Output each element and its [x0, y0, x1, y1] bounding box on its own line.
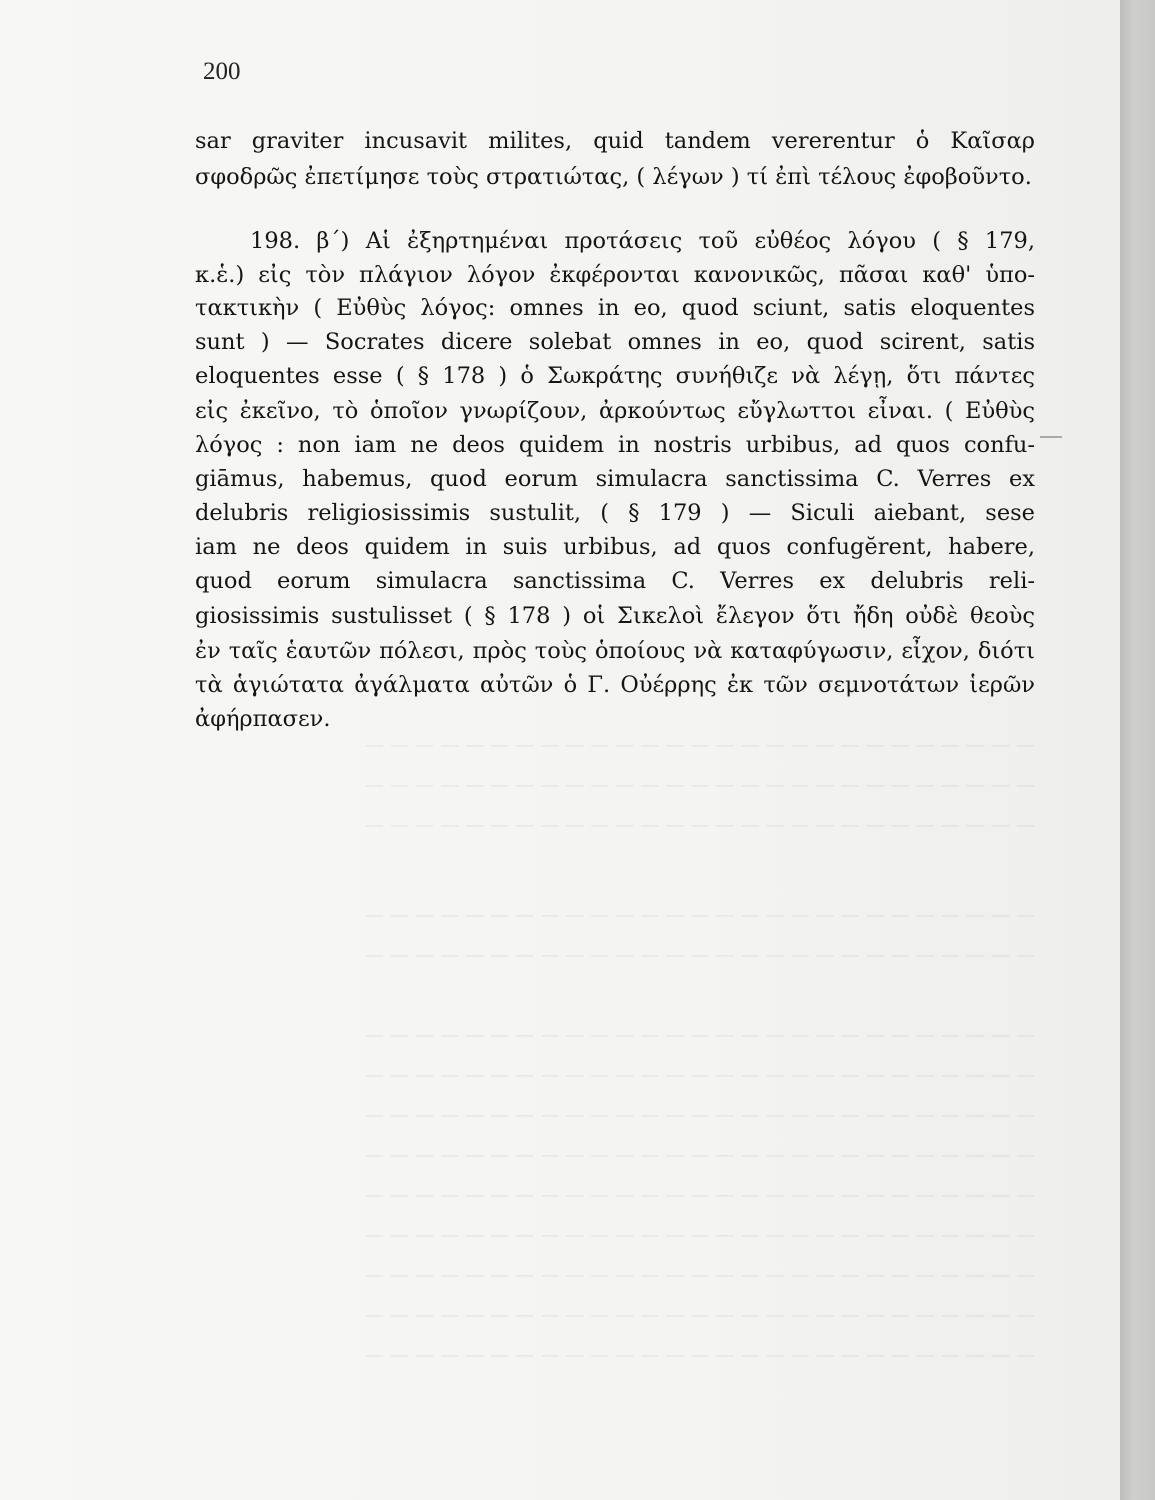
- text-line: sar graviter incusavit milites, quid tandem vererentur ὁ Καῖσαρ: [195, 128, 1035, 154]
- text-line: giosissimis sustulisset ( § 178 ) οἱ Σικελοὶ ἔλεγον ὅτι ἤδη οὐδὲ θεοὺς: [195, 603, 1035, 629]
- margin-dash-mark: [1040, 436, 1062, 438]
- text-line: ἐν ταῖς ἑαυτῶν πόλεσι, πρὸς τοὺς ὁποίους νὰ καταφύγωσιν, εἶχον, διότι: [195, 638, 1035, 664]
- text-line: ἀφήρπασεν.: [195, 706, 331, 732]
- adjacent-page-edge: [1120, 0, 1155, 1500]
- text-line: eloquentes esse ( § 178 ) ὁ Σωκράτης συνήθιζε νὰ λέγῃ, ὅτι πάντες: [195, 363, 1035, 389]
- text-line: κ.ἑ.) εἰς τὸν πλάγιον λόγον ἐκφέρονται κανονικῶς, πᾶσαι καθ' ὑπο-: [195, 262, 1035, 288]
- text-line: τακτικὴν ( Εὐθὺς λόγος: omnes in eo, quod sciunt, satis eloquentes: [195, 295, 1035, 321]
- text-line: quod eorum simulacra sanctissima C. Verres ex delubris reli-: [195, 568, 1035, 594]
- text-line: 198. β΄) Αἱ ἐξηρτημέναι προτάσεις τοῦ εὐθέος λόγου ( § 179,: [250, 228, 1035, 254]
- page-number: 200: [203, 58, 241, 85]
- text-line: σφοδρῶς ἐπετίμησε τοὺς στρατιώτας, ( λέγων ) τί ἐπὶ τέλους ἐφοβοῦντο.: [195, 164, 1032, 190]
- text-line: εἰς ἐκεῖνο, τὸ ὁποῖον γνωρίζουν, ἀρκούντως εὔγλωττοι εἶναι. ( Εὐθὺς: [195, 398, 1035, 424]
- text-line: λόγος : non iam ne deos quidem in nostris urbibus, ad quos confu-: [195, 432, 1035, 458]
- text-line: τὰ ἁγιώτατα ἀγάλματα αὐτῶν ὁ Γ. Οὐέρρης ἐκ τῶν σεμνοτάτων ἱερῶν: [195, 672, 1035, 698]
- text-line: sunt ) — Socrates dicere solebat omnes in eo, quod scirent, satis: [195, 329, 1035, 355]
- text-line: iam ne deos quidem in suis urbibus, ad quos confugĕrent, habere,: [195, 534, 1035, 560]
- text-line: delubris religiosissimis sustulit, ( § 179 ) — Siculi aiebant, sese: [195, 500, 1035, 526]
- text-line: giāmus, habemus, quod eorum simulacra sanctissima C. Verres ex: [195, 466, 1035, 492]
